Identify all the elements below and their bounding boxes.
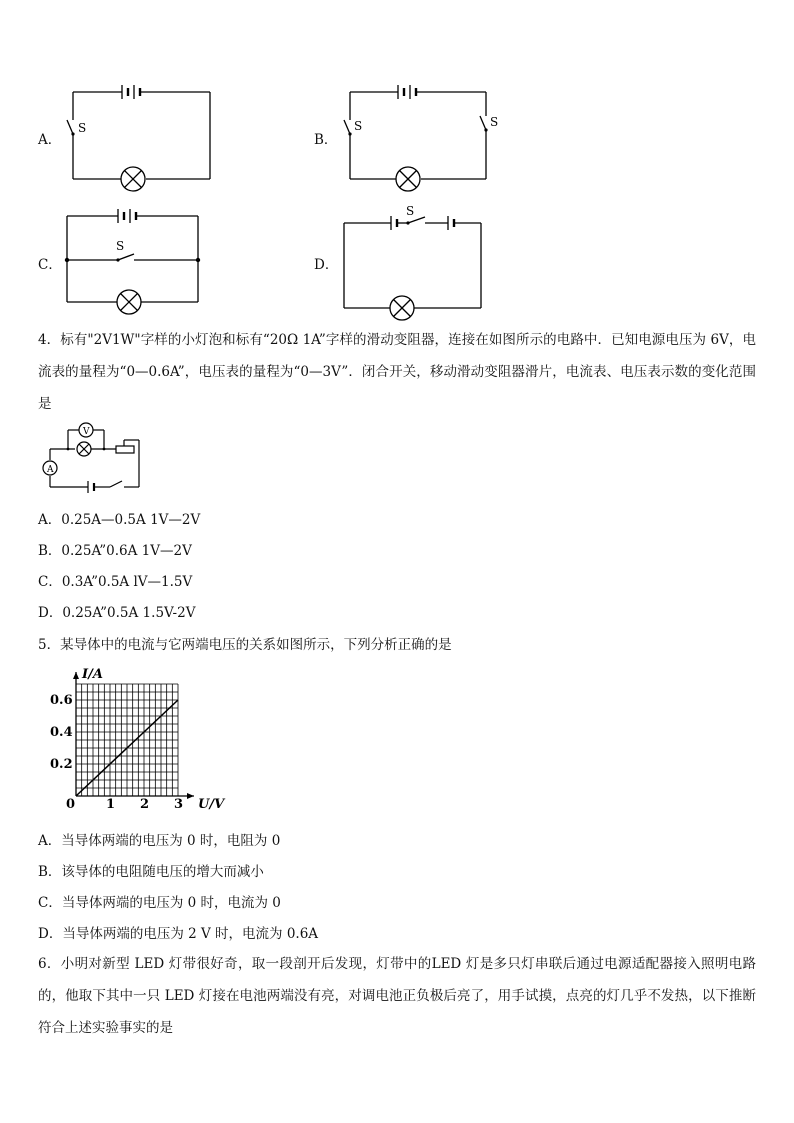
switch-label: S (406, 204, 415, 218)
switch-label-1: S (354, 119, 363, 133)
question-4-circuit (38, 420, 150, 496)
q5-option-a: A．当导体两端的电压为 0 时，电阻为 0 (38, 833, 281, 849)
q4-option-c: C．0.3A”0.5A lV—1.5V (38, 574, 193, 590)
x-tick-label: 1 (106, 797, 116, 812)
option-a-label: A． (38, 132, 62, 148)
option-d-label: D． (314, 257, 339, 273)
option-b-label: B． (314, 132, 338, 148)
q4-option-b: B．0.25A”0.6A 1V—2V (38, 543, 192, 559)
x-tick-label: 3 (174, 797, 184, 812)
y-axis-arrow (73, 672, 79, 679)
question-5-stem: 5．某导体中的电流与它两端电压的关系如图所示，下列分析正确的是 (38, 637, 452, 653)
q5-option-b: B．该导体的电阻随电压的增大而减小 (38, 864, 264, 880)
y-axis-label: I/A (82, 667, 103, 682)
question-4-stem: 4．标有"2V1W"字样的小灯泡和标有“20Ω 1A”字样的滑动变阻器，连接在如图所示的电路中．已知电源电压为 6V，电流表的量程为“0—0.6A”，电压表的量程为“0—3V”．闭合开关，移动滑动变阻器滑片，电流表、电压表示数的变化范围是 (38, 332, 756, 412)
x-tick-label: 2 (140, 797, 150, 812)
circuit-diagram-c (60, 204, 210, 314)
voltmeter-label: V (83, 427, 90, 437)
x-axis-arrow (187, 793, 194, 799)
y-tick-label: 0.4 (50, 725, 73, 740)
ammeter-label: A (47, 465, 54, 475)
switch-label: S (116, 239, 125, 253)
switch-label-2: S (490, 115, 499, 129)
q5-option-d: D．当导体两端的电压为 2 V 时，电流为 0.6A (38, 926, 319, 942)
option-c-label: C． (38, 257, 62, 273)
x-tick-label: 0 (66, 797, 76, 812)
y-tick-label: 0.6 (50, 693, 73, 708)
circuit-diagram-a (60, 80, 220, 190)
circuit-diagram-d (336, 204, 496, 319)
question-6-stem: 6．小明对新型 LED 灯带很好奇，取一段剖开后发现，灯带中的LED 灯是多只灯串联后通过电源适配器接入照明电路的，他取下其中一只 LED 灯接在电池两端没有亮，对调电池正负极后亮了，用手试摸，点亮的灯几乎不发热，以下推断符合上述实验事实的是 (38, 956, 756, 1036)
switch-label: S (78, 121, 87, 135)
q4-option-a: A．0.25A—0.5A 1V—2V (38, 512, 201, 528)
circuit-diagram-b (338, 80, 498, 190)
x-axis-label: U/V (198, 797, 225, 812)
q5-option-c: C．当导体两端的电压为 0 时，电流为 0 (38, 895, 281, 911)
iu-graph (40, 668, 240, 814)
q4-option-d: D．0.25A”0.5A 1.5V-2V (38, 605, 196, 621)
y-tick-label: 0.2 (50, 757, 73, 772)
